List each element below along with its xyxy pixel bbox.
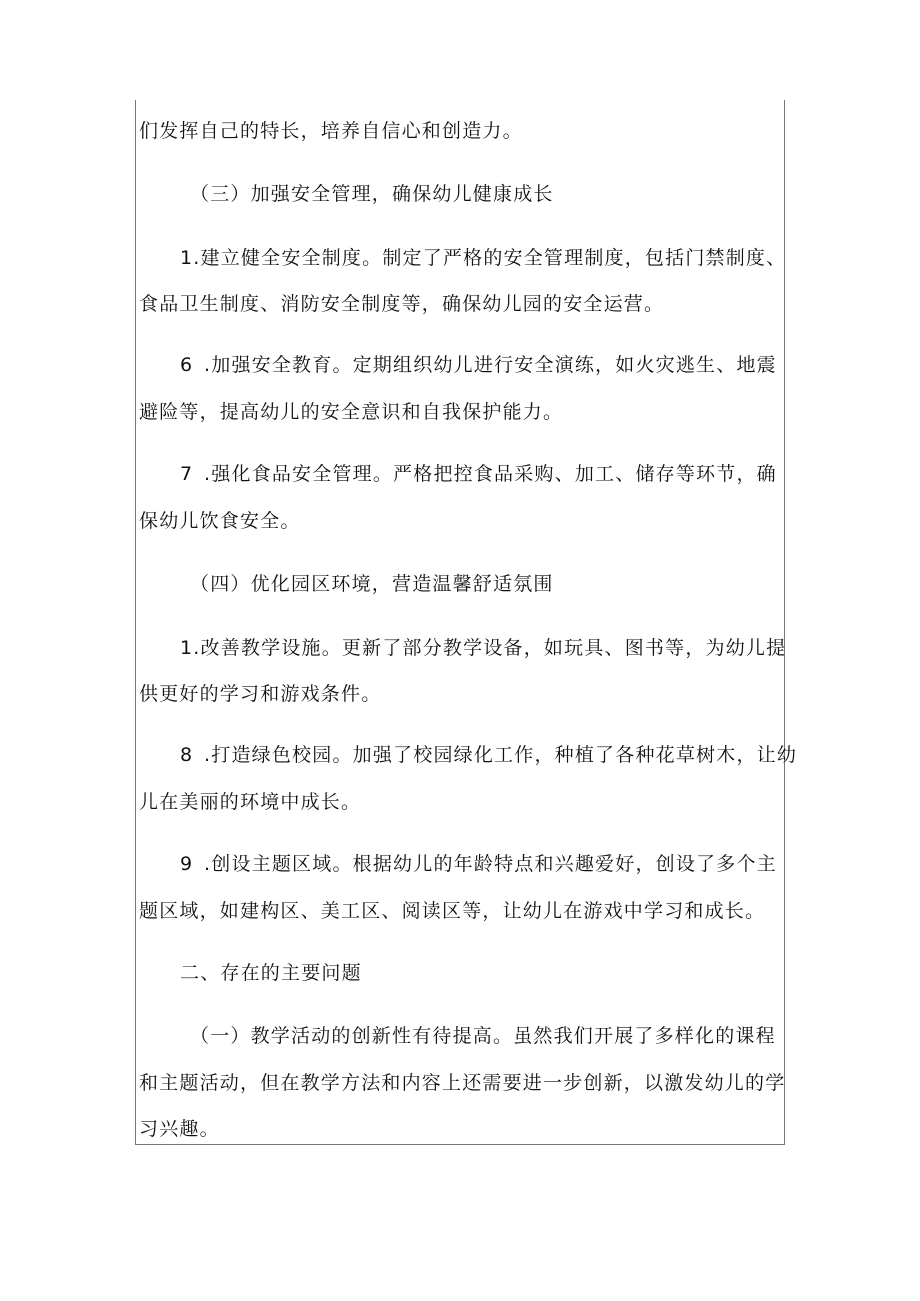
item-8-line-2: 儿在美丽的环境中成长。: [139, 791, 362, 813]
item-number: 9: [180, 853, 194, 875]
item-7-line-2: 保幼儿饮食安全。: [139, 510, 301, 532]
item-6-line-2: 避险等，提高幼儿的安全意识和自我保护能力。: [139, 401, 564, 423]
problem-1-line-2: 和主题活动，但在教学方法和内容上还需要进一步创新，以激发幼儿的学: [139, 1072, 786, 1094]
text-line: 们发挥自己的特长，培养自信心和创造力。: [139, 120, 523, 142]
item-text: .打造绿色校园。加强了校园绿化工作，种植了各种花草树木，让幼: [204, 744, 798, 766]
problem-1-line-3: 习兴趣。: [139, 1118, 220, 1140]
problem-1-line-1: （一）教学活动的创新性有待提高。虽然我们开展了多样化的课程: [190, 1025, 776, 1047]
item-8-line-1: [180, 743, 797, 767]
item-text: .强化食品安全管理。严格把控食品采购、加工、储存等环节，确: [204, 463, 777, 485]
item-1-line-1: 1.建立健全安全制度。制定了严格的安全管理制度，包括门禁制度、: [180, 247, 787, 269]
section-heading-problems: 二、存在的主要问题: [180, 962, 362, 984]
section-heading-3: （三）加强安全管理，确保幼儿健康成长: [190, 183, 554, 205]
item-1b-line-1: 1.改善教学设施。更新了部分教学设备，如玩具、图书等，为幼儿提: [180, 637, 787, 659]
item-6-line-1: [180, 353, 777, 377]
item-number: 6: [180, 354, 194, 376]
item-text: .加强安全教育。定期组织幼儿进行安全演练，如火灾逃生、地震: [204, 354, 777, 376]
item-text: .创设主题区域。根据幼儿的年龄特点和兴趣爱好，创设了多个主: [204, 853, 777, 875]
item-1-line-2: 食品卫生制度、消防安全制度等，确保幼儿园的安全运营。: [139, 293, 665, 315]
item-number: 8: [180, 744, 194, 766]
item-1b-line-2: 供更好的学习和游戏条件。: [139, 683, 382, 705]
item-9-line-2: 题区域，如建构区、美工区、阅读区等，让幼儿在游戏中学习和成长。: [139, 900, 766, 922]
item-number: 7: [180, 463, 194, 485]
item-7-line-1: [180, 462, 777, 486]
section-heading-4: （四）优化园区环境，营造温馨舒适氛围: [190, 573, 554, 595]
item-9-line-1: [180, 852, 777, 876]
